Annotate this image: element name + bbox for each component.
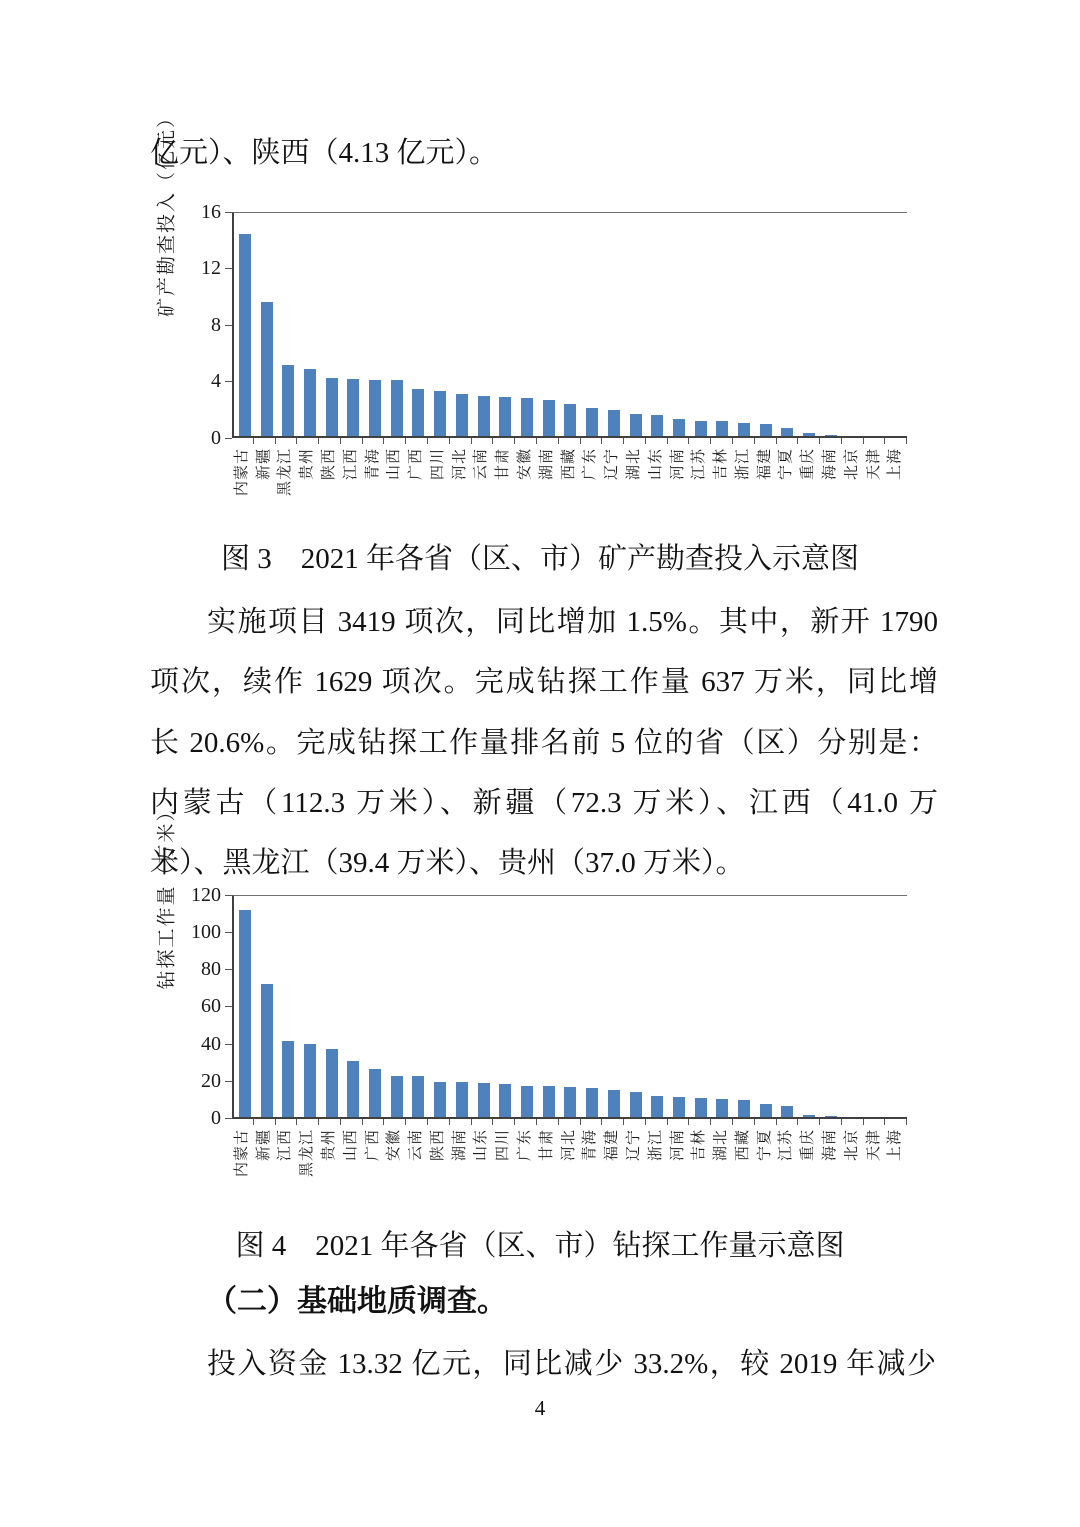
body-text-line: 实施项目 3419 项次，同比增加 1.5%。其中，新开 1790 — [207, 606, 938, 638]
x-axis-label: 安徽 — [517, 448, 534, 481]
bar — [456, 394, 468, 436]
plot-area — [232, 895, 907, 1119]
axis-tick — [225, 1006, 232, 1007]
bar — [282, 365, 294, 436]
x-axis-label: 江西 — [277, 1129, 294, 1162]
bar-slot — [690, 896, 712, 1117]
bar — [369, 1069, 381, 1117]
bar — [239, 234, 251, 436]
x-axis-label: 北京 — [843, 1129, 860, 1162]
x-axis-label: 四川 — [495, 1129, 512, 1162]
x-axis-label: 天津 — [865, 448, 882, 481]
x-axis-label: 海南 — [821, 448, 838, 481]
x-axis-labels — [232, 1125, 907, 1217]
axis-tick — [225, 1044, 232, 1045]
x-axis-label: 宁夏 — [778, 448, 795, 481]
x-axis-label: 云南 — [408, 1129, 425, 1162]
bar — [521, 398, 533, 436]
bar — [738, 423, 750, 436]
x-axis-label: 山东 — [647, 448, 664, 481]
bar — [478, 1083, 490, 1117]
bar-slot — [516, 213, 538, 436]
bar-slot — [755, 213, 777, 436]
x-axis-label: 青海 — [582, 1129, 599, 1162]
bar-slot — [625, 896, 647, 1117]
x-axis-label: 内蒙古 — [233, 448, 250, 497]
x-axis-label: 西藏 — [734, 1129, 751, 1162]
bar-slot — [386, 896, 408, 1117]
x-axis-label: 宁夏 — [756, 1129, 773, 1162]
axis-tick — [225, 969, 232, 970]
bar-slot — [343, 213, 365, 436]
bar — [781, 1106, 793, 1117]
bar-slot — [842, 896, 864, 1117]
axis-tick — [225, 325, 232, 326]
bar — [239, 910, 251, 1117]
bar-slot — [234, 213, 256, 436]
x-axis-label: 广东 — [582, 448, 599, 481]
bar-slot — [560, 213, 582, 436]
bar — [738, 1100, 750, 1117]
axis-tick — [225, 268, 232, 269]
bar-slot — [646, 896, 668, 1117]
bar — [716, 1099, 728, 1117]
bar-slot — [625, 213, 647, 436]
x-axis-label: 青海 — [364, 448, 381, 481]
bar — [434, 391, 446, 436]
bar-slot — [733, 213, 755, 436]
body-paragraph — [150, 592, 938, 893]
bar-slot — [321, 213, 343, 436]
x-axis-label: 贵州 — [321, 1129, 338, 1162]
axis-tick — [225, 1118, 232, 1119]
bar-slot — [820, 896, 842, 1117]
x-axis-label: 广西 — [408, 448, 425, 481]
bar — [391, 380, 403, 436]
bar-slot — [603, 213, 625, 436]
body-text-line: 内蒙古（112.3 万米）、新疆（72.3 万米）、江西（41.0 万 — [150, 786, 938, 819]
bar — [543, 400, 555, 436]
x-axis-label: 陕西 — [321, 448, 338, 481]
bar — [326, 1049, 338, 1117]
page-number: 4 — [534, 1396, 546, 1420]
x-axis-label: 北京 — [843, 448, 860, 481]
bar — [695, 421, 707, 436]
x-axis-label: 江苏 — [691, 448, 708, 481]
x-axis-label: 辽宁 — [604, 448, 621, 481]
bar-slot — [364, 213, 386, 436]
bar-slot — [581, 896, 603, 1117]
bar — [825, 1116, 837, 1117]
x-axis-label: 河北 — [451, 448, 468, 481]
x-axis-label: 浙江 — [734, 448, 751, 481]
x-axis-label: 湖北 — [625, 448, 642, 481]
axis-tick — [225, 895, 232, 896]
bar-slot — [755, 896, 777, 1117]
bar-slot — [277, 213, 299, 436]
bar-slot — [711, 213, 733, 436]
bar-slot — [690, 213, 712, 436]
bar — [781, 428, 793, 436]
bar — [825, 435, 837, 436]
bar — [478, 396, 490, 436]
figure-caption-3: 图 3 2021 年各省（区、市）矿产勘查投入示意图 — [220, 543, 859, 575]
x-axis-label: 天津 — [865, 1129, 882, 1162]
y-axis-title-text: 矿产勘查投入（亿元） — [156, 106, 178, 318]
x-axis-label: 河南 — [669, 1129, 686, 1162]
y-axis: 120 100 80 60 40 20 0 — [180, 895, 232, 1119]
x-axis-label: 甘肃 — [538, 1129, 555, 1162]
bar-slot — [451, 896, 473, 1117]
bar — [261, 302, 273, 436]
bar-slot — [299, 896, 321, 1117]
bar — [760, 1104, 772, 1117]
bar-slot — [885, 896, 907, 1117]
bar-slot — [494, 213, 516, 436]
x-axis-label: 黑龙江 — [277, 448, 294, 497]
x-axis-label: 浙江 — [647, 1129, 664, 1162]
bar-slot — [473, 896, 495, 1117]
axis-tick — [225, 438, 232, 439]
body-text-line: 长 20.6%。完成钻探工作量排名前 5 位的省（区）分别是： — [150, 726, 938, 759]
bar-slot — [234, 896, 256, 1117]
bar-slot — [408, 896, 430, 1117]
bar — [304, 1044, 316, 1117]
x-axis-label: 湖南 — [451, 1129, 468, 1162]
x-axis-label: 河南 — [669, 448, 686, 481]
x-axis-label: 甘肃 — [495, 448, 512, 481]
bar-slot — [408, 213, 430, 436]
bar — [630, 414, 642, 436]
section-heading: （二）基础地质调查。 — [207, 1285, 507, 1318]
body-text-line: 投入资金 13.32 亿元，同比减少 33.2%，较 2019 年减少 — [207, 1348, 936, 1380]
bar-slot — [256, 896, 278, 1117]
bar — [304, 369, 316, 436]
x-axis-label: 辽宁 — [625, 1129, 642, 1162]
bar — [434, 1082, 446, 1117]
x-axis-label: 吉林 — [713, 448, 730, 481]
x-axis-label: 云南 — [473, 448, 490, 481]
x-axis-label: 吉林 — [691, 1129, 708, 1162]
x-axis-label: 新疆 — [255, 448, 272, 481]
bar — [630, 1092, 642, 1117]
bar — [564, 404, 576, 436]
bar — [651, 415, 663, 436]
bar — [716, 421, 728, 436]
bar-slot — [603, 896, 625, 1117]
bar — [347, 1061, 359, 1117]
x-axis-label: 重庆 — [800, 1129, 817, 1162]
bar — [326, 378, 338, 436]
bar — [608, 1090, 620, 1117]
x-axis-label: 山西 — [342, 1129, 359, 1162]
body-text-line: 米）、黑龙江（39.4 万米）、贵州（37.0 万米）。 — [150, 847, 745, 880]
bar-slot — [386, 213, 408, 436]
bar-slot — [777, 213, 799, 436]
x-axis-label: 福建 — [756, 448, 773, 481]
bar — [651, 1096, 663, 1117]
bar-slot — [429, 896, 451, 1117]
x-axis-label: 新疆 — [255, 1129, 272, 1162]
x-axis-label: 山东 — [473, 1129, 490, 1162]
bar-slot — [429, 213, 451, 436]
bar — [282, 1041, 294, 1117]
bar — [803, 1115, 815, 1117]
x-axis-label: 湖南 — [538, 448, 555, 481]
bar — [369, 380, 381, 436]
bar — [586, 408, 598, 436]
x-axis-label: 江苏 — [778, 1129, 795, 1162]
bar-slot — [863, 213, 885, 436]
bar — [412, 1076, 424, 1117]
bar-slot — [668, 896, 690, 1117]
bar — [564, 1087, 576, 1117]
bar-slot — [711, 896, 733, 1117]
x-axis-label: 重庆 — [800, 448, 817, 481]
bar-series — [234, 896, 907, 1117]
bar — [543, 1086, 555, 1117]
bar-slot — [343, 896, 365, 1117]
axis-tick — [225, 932, 232, 933]
x-axis-label: 福建 — [604, 1129, 621, 1162]
bar-slot — [277, 896, 299, 1117]
bar-slot — [364, 896, 386, 1117]
bar — [673, 1097, 685, 1117]
x-axis-label: 安徽 — [386, 1129, 403, 1162]
bar-slot — [494, 896, 516, 1117]
bar-slot — [820, 213, 842, 436]
bar-slot — [473, 213, 495, 436]
body-text-line: 项次，续作 1629 项次。完成钻探工作量 637 万米，同比增 — [150, 666, 938, 699]
bar — [673, 419, 685, 436]
bar-slot — [777, 896, 799, 1117]
bar-slot — [842, 213, 864, 436]
x-axis-label: 内蒙古 — [233, 1129, 250, 1178]
plot-area — [232, 212, 907, 438]
bar-slot — [885, 213, 907, 436]
bar-slot — [560, 896, 582, 1117]
bar — [586, 1088, 598, 1117]
y-axis: 16 12 8 4 0 — [180, 212, 232, 438]
bar-slot — [668, 213, 690, 436]
bar — [347, 379, 359, 436]
bar-slot — [538, 896, 560, 1117]
bar-slot — [256, 213, 278, 436]
x-axis-label: 上海 — [887, 448, 904, 481]
x-axis-label: 西藏 — [560, 448, 577, 481]
bar-slot — [798, 213, 820, 436]
x-axis-label: 海南 — [821, 1129, 838, 1162]
axis-tick — [225, 212, 232, 213]
figure-caption-4: 图 4 2021 年各省（区、市）钻探工作量示意图 — [235, 1230, 845, 1262]
x-axis-label: 黑龙江 — [299, 1129, 316, 1178]
body-text-line: 亿元）、陕西（4.13 亿元）。 — [150, 137, 499, 169]
bar-slot — [798, 896, 820, 1117]
bar — [608, 410, 620, 436]
plot-column — [232, 212, 907, 536]
bar-slot — [581, 213, 603, 436]
bar-slot — [451, 213, 473, 436]
bar-series — [234, 213, 907, 436]
x-axis-label: 广东 — [517, 1129, 534, 1162]
x-axis-label: 山西 — [386, 448, 403, 481]
bar — [499, 397, 511, 436]
bar-slot — [516, 896, 538, 1117]
y-axis-title-text: 钻探工作量（万米） — [156, 800, 178, 990]
plot-column — [232, 895, 907, 1217]
x-axis-label: 陕西 — [429, 1129, 446, 1162]
bar — [261, 984, 273, 1117]
x-axis-labels — [232, 444, 907, 536]
axis-tick — [225, 1081, 232, 1082]
bar-slot — [299, 213, 321, 436]
x-axis-label: 贵州 — [299, 448, 316, 481]
bar — [521, 1086, 533, 1117]
bar-slot — [733, 896, 755, 1117]
bar-slot — [863, 896, 885, 1117]
bar-slot — [646, 213, 668, 436]
x-axis-label: 四川 — [429, 448, 446, 481]
bar-slot — [538, 213, 560, 436]
x-axis-label: 广西 — [364, 1129, 381, 1162]
axis-tick — [225, 381, 232, 382]
bar — [412, 389, 424, 436]
x-axis-label: 湖北 — [713, 1129, 730, 1162]
bar — [499, 1084, 511, 1117]
bar — [695, 1098, 707, 1117]
x-axis-label: 江西 — [342, 448, 359, 481]
bar-slot — [321, 896, 343, 1117]
bar — [391, 1076, 403, 1117]
bar — [803, 433, 815, 436]
x-axis-label: 上海 — [887, 1129, 904, 1162]
bar — [456, 1082, 468, 1117]
bar — [760, 424, 772, 436]
x-axis-label: 河北 — [560, 1129, 577, 1162]
